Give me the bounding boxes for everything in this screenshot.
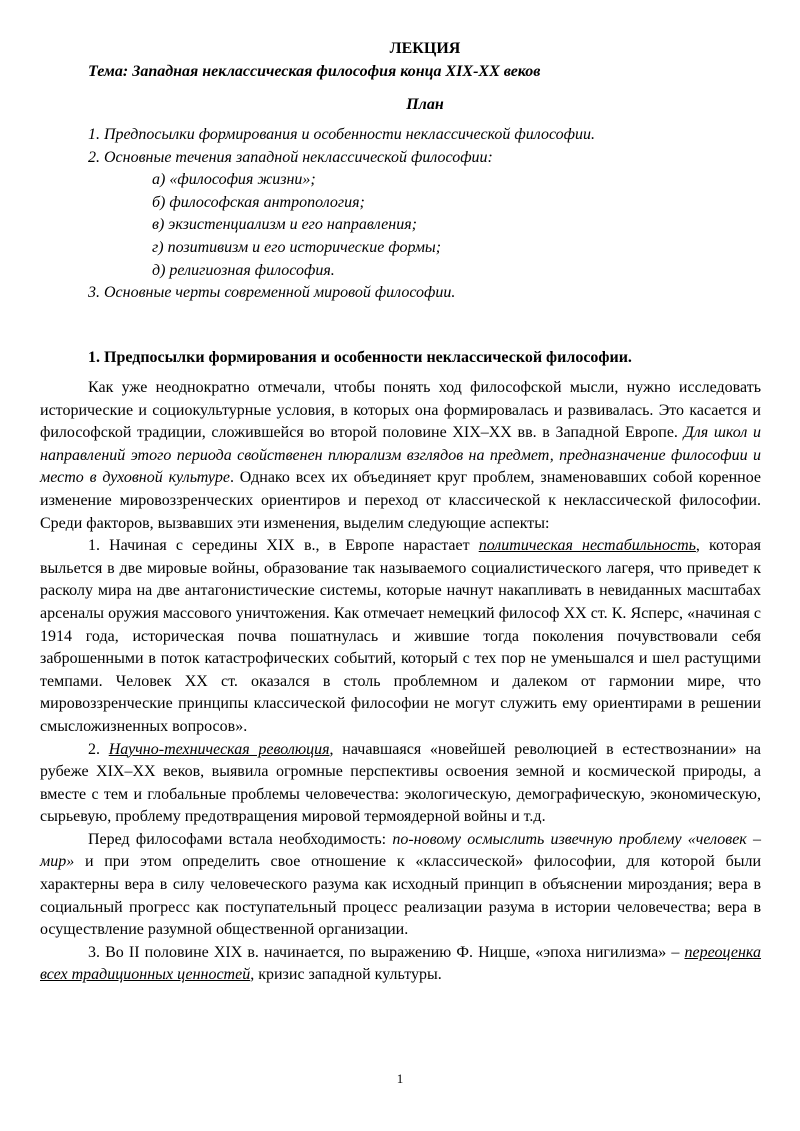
section-heading: 1. Предпосылки формирования и особенности неклассической философии. <box>88 349 632 366</box>
text-run: и при этом определить свое отношение к «классической» философии, для которой были характерны вера в силу человеческого разума как исходный принцип в объяснении мироздания; вера в социальный прогресс как поступательный процесс реализации разума в истории человечества; вера в осуществление разумной общественной организации. <box>40 853 761 939</box>
text-run: 1. Начиная с середины XIX в., в Европе нарастает <box>88 537 479 555</box>
plan-subitem: б) философская антропология; <box>152 193 365 211</box>
text-run: , которая выльется в две мировые войны, образование так называемого социалистического лагеря, что приведет к расколу мира на две антагонистические системы, которые начнут накапливать в невиданных масштабах арсеналы оружия массового уничтожения. Как отмечает немецкий философ XX ст. К. Ясперс, «начиная с 1914 года, историческая почва пошатнулась и жившие тогда поколения почувствовали себя заброшенными в поток катастрофических событий, который с тех пор не уменьшался и шел растущими темпами. Человек XX ст. оказался в столь проблемном и далеком от гармонии мире, что мировоззренческие принципы классической философии не могут служить ему ориентирами в решении смысложизненных вопросов». <box>40 537 762 735</box>
plan-heading: План <box>406 96 444 113</box>
plan-item: 2. Основные течения западной неклассической философии: <box>88 148 493 166</box>
text-run: Как уже неоднократно отмечали, чтобы понять ход философской мысли, нужно исследовать исторические и социокультурные условия, в которых она формировалась и развивалась. Это касается и философской традиции, сложившейся во второй половине XIX–XX вв. в Западной Европе. <box>40 379 761 442</box>
emphasized-term: политическая нестабильность <box>478 537 696 555</box>
paragraph <box>40 942 761 987</box>
italic-text: Для школ и направлений этого периода свойственен плюрализм взглядов на предмет, предназначение философии и место в духовной культуре <box>40 424 762 487</box>
text-run: Перед философами встала необходимость: <box>88 830 393 848</box>
text-run: . Однако всех их объединяет круг проблем, знаменовавших собой коренное изменение мировоззренческих ориентиров и переход от классической к неклассической философии. Среди факторов, вызвавших эти изменения, выделим следующие аспекты: <box>40 469 762 532</box>
plan-item: 1. Предпосылки формирования и особенности неклассической философии. <box>88 126 596 143</box>
paragraph <box>40 535 761 738</box>
plan-item: 3. Основные черты современной мировой философии. <box>88 284 456 302</box>
paragraph <box>40 377 761 535</box>
plan-subitem: в) экзистенциализм и его направления; <box>152 216 417 234</box>
plan-subitem: г) позитивизм и его исторические формы; <box>152 238 442 256</box>
paragraph <box>40 739 761 829</box>
text-run: 2. <box>88 740 109 758</box>
plan-subitem: д) религиозная философия. <box>152 261 335 279</box>
plan-subitem: а) «философия жизни»; <box>152 171 316 189</box>
text-run: 3. Во II половине XIX в. начинается, по выражению Ф. Ницше, «эпоха нигилизма» – <box>88 943 685 961</box>
paragraph <box>40 829 761 942</box>
page-number: 1 <box>396 1071 404 1086</box>
text-run: , кризис западной культуры. <box>250 966 442 984</box>
lecture-title: ЛЕКЦИЯ <box>389 40 461 57</box>
emphasized-term: Научно-техническая революция <box>108 740 330 758</box>
plan-list <box>88 124 595 305</box>
text-run: , начавшаяся «новейшей революцией в естествознании» на рубеже XIX–XX веков, выявила огромные перспективы освоения земной и космической природы, а вместе с тем и глобальные проблемы человечества: экологическую, демографическую, экономическую, сырьевую, проблему предотвращения мировой термоядерной войны и т.д. <box>40 740 762 826</box>
italic-text: по-новому осмыслить извечную проблему «человек – мир» <box>40 830 761 871</box>
emphasized-term: переоценка всех традиционных ценностей <box>40 943 761 984</box>
section-body <box>40 377 761 987</box>
lecture-topic: Тема: Западная неклассическая философия конца XIX-XX веков <box>88 63 541 80</box>
